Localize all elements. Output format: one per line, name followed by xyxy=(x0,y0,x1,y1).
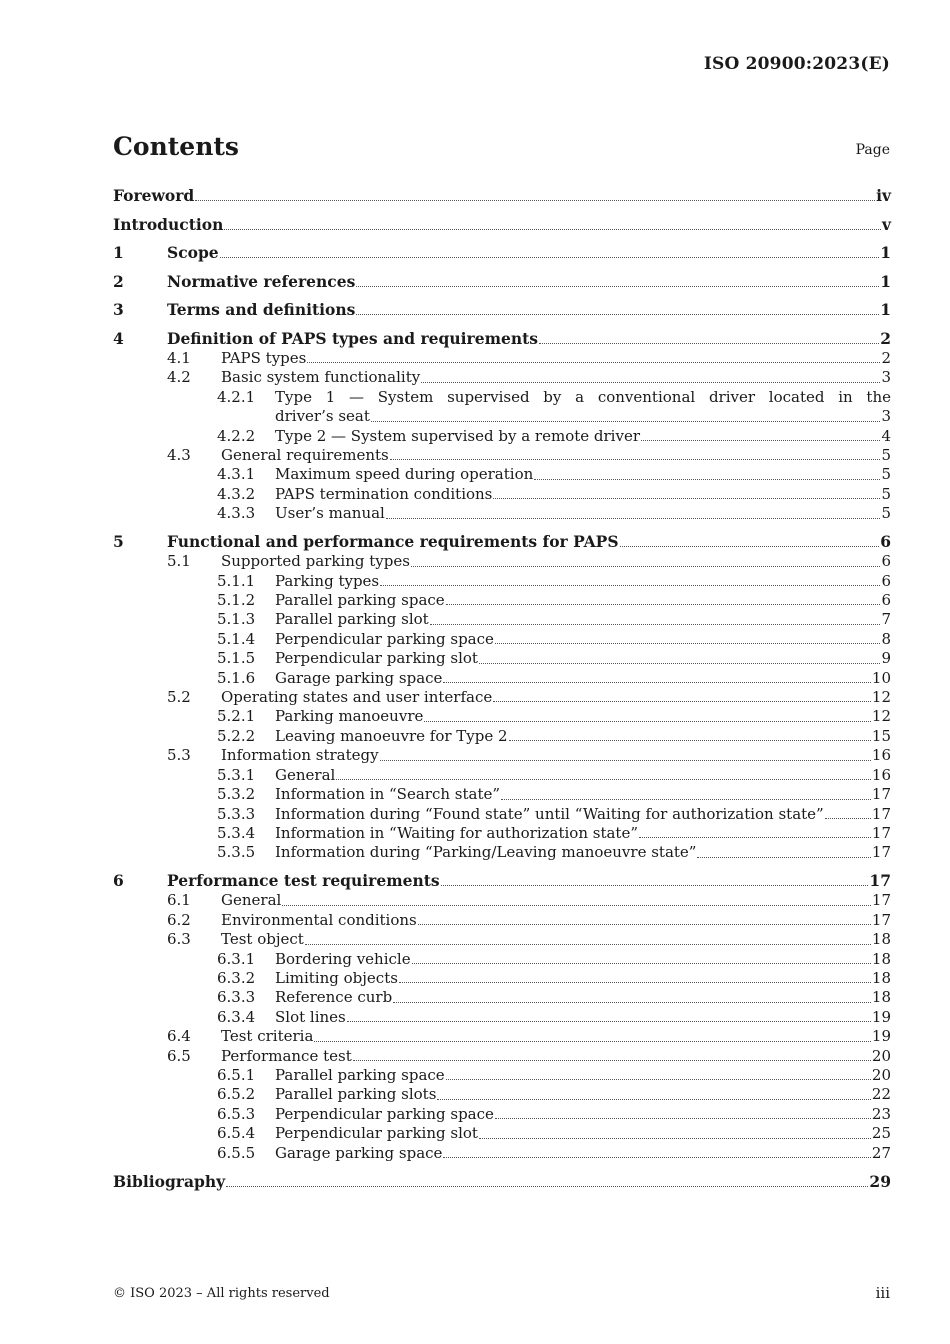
toc-entry-number: 6.3.2 xyxy=(217,968,256,987)
toc-entry[interactable] xyxy=(113,532,891,552)
toc-entry[interactable] xyxy=(113,215,891,235)
dot-leader xyxy=(356,314,879,315)
toc-entry-page: 5 xyxy=(881,446,891,464)
dot-leader xyxy=(493,701,871,702)
toc-entry-title: Limiting objects xyxy=(275,968,398,987)
dot-leader xyxy=(314,1041,871,1042)
dot-leader xyxy=(307,362,880,363)
toc-entry-page: 7 xyxy=(881,610,891,629)
toc-entry[interactable] xyxy=(113,785,891,804)
toc-entry[interactable] xyxy=(113,891,891,910)
toc-entry[interactable] xyxy=(113,871,891,891)
toc-entry-title: Slot lines xyxy=(275,1007,346,1026)
dot-leader xyxy=(224,229,881,230)
toc-entry-number: 4.3.2 xyxy=(217,484,256,503)
dot-leader xyxy=(443,682,870,683)
toc-entry-page: 6 xyxy=(881,571,891,590)
toc-entry-number: 6.4 xyxy=(167,1027,191,1046)
document-id: ISO 20900:2023(E) xyxy=(703,54,890,74)
dot-leader xyxy=(347,1021,871,1022)
toc-entry-page: 20 xyxy=(871,1046,891,1065)
toc-entry-number: 5.3.4 xyxy=(217,823,256,842)
toc-entry[interactable] xyxy=(113,552,891,571)
toc-entry-page: 17 xyxy=(871,891,891,910)
toc-entry-number: 4.3.3 xyxy=(217,504,256,523)
toc-entry-number: 5.1 xyxy=(167,552,191,571)
toc-entry[interactable] xyxy=(113,988,891,1007)
toc-entry-title: Foreword xyxy=(113,186,195,205)
dot-leader xyxy=(495,643,881,644)
dot-leader xyxy=(479,663,881,664)
toc-entry-number: 6.3.1 xyxy=(217,949,256,968)
toc-entry-title: PAPS termination conditions xyxy=(275,484,493,503)
dot-leader xyxy=(380,585,880,586)
toc-entry-title: User’s manual xyxy=(275,504,385,523)
toc-entry-title: Type 2 — System supervised by a remote driver xyxy=(275,426,640,445)
toc-entry-title: Test object xyxy=(221,930,304,949)
toc-entry-number: 6 xyxy=(113,871,124,891)
toc-entry-page: 15 xyxy=(871,726,891,745)
toc-entry-page: 18 xyxy=(871,930,891,949)
toc-entry-number: 5.3.3 xyxy=(217,804,256,823)
toc-entry-title: Basic system functionality xyxy=(221,368,421,387)
toc-entry[interactable] xyxy=(113,707,891,726)
dot-leader xyxy=(390,459,881,460)
toc-entry-number: 5.1.5 xyxy=(217,649,256,668)
dot-leader xyxy=(539,343,879,344)
toc-entry-number: 6.5.2 xyxy=(217,1085,256,1104)
toc-entry-title: Performance test xyxy=(221,1046,352,1065)
toc-entry-title: Functional and performance requirements for PAPS xyxy=(167,532,619,552)
toc-entry-number: 4.1 xyxy=(167,348,191,367)
copyright-notice: © ISO 2023 – All rights reserved xyxy=(113,1286,330,1301)
dot-leader xyxy=(424,721,871,722)
toc-entry[interactable] xyxy=(113,610,891,629)
page-column-label: Page xyxy=(855,142,890,158)
toc-entry-page: 17 xyxy=(871,910,891,929)
toc-entry[interactable] xyxy=(113,930,891,949)
toc-entry-number: 5.2.1 xyxy=(217,707,256,726)
table-of-contents xyxy=(113,186,891,1192)
toc-entry-title: Perpendicular parking slot xyxy=(275,1124,478,1143)
toc-entry-title: PAPS types xyxy=(221,348,307,367)
toc-entry-title: Bordering vehicle xyxy=(275,949,411,968)
toc-entry-page: 25 xyxy=(871,1124,891,1143)
dot-leader xyxy=(534,479,880,480)
toc-entry-title: Maximum speed during operation xyxy=(275,465,534,484)
toc-entry-title: General requirements xyxy=(221,446,389,464)
toc-entry[interactable] xyxy=(113,1172,891,1192)
toc-entry-title: General xyxy=(275,765,336,784)
toc-entry-page: 17 xyxy=(869,871,891,891)
toc-entry-number: 4.3 xyxy=(167,446,191,464)
toc-entry[interactable] xyxy=(113,504,891,523)
toc-entry[interactable] xyxy=(113,1124,891,1143)
toc-entry-number: 6.3.4 xyxy=(217,1007,256,1026)
dot-leader xyxy=(443,1157,870,1158)
toc-entry-number: 6.3 xyxy=(167,930,191,949)
toc-entry[interactable] xyxy=(113,649,891,668)
toc-entry-page: 17 xyxy=(871,785,891,804)
toc-entry-number: 6.2 xyxy=(167,910,191,929)
toc-entry-number: 5.2 xyxy=(167,688,191,707)
dot-leader xyxy=(418,924,871,925)
toc-entry[interactable] xyxy=(113,950,891,969)
toc-entry-title: Information in “Waiting for authorization state” xyxy=(275,823,638,842)
dot-leader xyxy=(371,421,881,422)
dot-leader xyxy=(479,1138,871,1139)
toc-entry[interactable] xyxy=(113,669,891,688)
toc-entry-page: 18 xyxy=(871,988,891,1007)
toc-entry-page: 27 xyxy=(871,1143,891,1162)
toc-entry-continuation[interactable] xyxy=(113,407,891,426)
contents-heading: Contents xyxy=(113,132,240,161)
toc-entry-number: 5.3.1 xyxy=(217,765,256,784)
toc-entry-title: Perpendicular parking space xyxy=(275,629,494,648)
toc-entry[interactable] xyxy=(113,446,891,465)
dot-leader xyxy=(353,1060,871,1061)
toc-entry-title: Type 1 — System supervised by a conventional driver located in the xyxy=(275,387,891,406)
dot-leader xyxy=(825,818,871,819)
dot-leader xyxy=(399,982,871,983)
toc-entry[interactable] xyxy=(113,349,891,368)
dot-leader xyxy=(356,286,879,287)
toc-entry[interactable] xyxy=(113,243,891,263)
toc-entry-page: 10 xyxy=(871,668,891,687)
toc-entry[interactable] xyxy=(113,911,891,930)
toc-entry[interactable] xyxy=(113,572,891,591)
toc-entry[interactable] xyxy=(113,843,891,862)
toc-entry[interactable] xyxy=(113,805,891,824)
toc-entry-number: 6.5.5 xyxy=(217,1143,256,1162)
dot-leader xyxy=(441,885,869,886)
toc-entry-page: iv xyxy=(876,186,891,205)
toc-entry-title: Scope xyxy=(167,243,219,263)
toc-entry-page: 18 xyxy=(871,949,891,968)
toc-entry[interactable] xyxy=(113,727,891,746)
toc-entry-title: Bibliography xyxy=(113,1171,226,1191)
toc-entry-page: 8 xyxy=(881,629,891,648)
toc-entry-page: 6 xyxy=(881,591,891,610)
toc-entry-page: 1 xyxy=(880,271,891,291)
toc-entry-title: Parallel parking slot xyxy=(275,610,429,629)
dot-leader xyxy=(220,257,880,258)
toc-entry-title: Parking manoeuvre xyxy=(275,707,424,726)
toc-entry-page: 20 xyxy=(871,1065,891,1084)
dot-leader xyxy=(421,382,880,383)
toc-entry-title: Parallel parking space xyxy=(275,1065,445,1084)
dot-leader xyxy=(380,760,871,761)
toc-entry-page: 22 xyxy=(871,1085,891,1104)
dot-leader xyxy=(446,1079,871,1080)
toc-entry-title: Parallel parking slots xyxy=(275,1085,437,1104)
toc-entry-number: 6.5.1 xyxy=(217,1065,256,1084)
toc-entry-title: Definition of PAPS types and requirements xyxy=(167,328,538,348)
toc-entry-title: Information strategy xyxy=(221,746,379,765)
toc-entry[interactable] xyxy=(113,591,891,610)
toc-entry-number: 4.2 xyxy=(167,368,191,387)
toc-entry[interactable] xyxy=(113,746,891,765)
toc-entry[interactable] xyxy=(113,272,891,292)
toc-entry-number: 5.1.6 xyxy=(217,668,256,687)
toc-entry-number: 4 xyxy=(113,328,124,348)
toc-entry-title: Parallel parking space xyxy=(275,591,445,610)
toc-entry-page: 19 xyxy=(871,1007,891,1026)
toc-entry-number: 6.1 xyxy=(167,891,191,910)
toc-entry-page: 12 xyxy=(871,688,891,707)
dot-leader xyxy=(495,1118,871,1119)
toc-entry-page: 5 xyxy=(881,504,891,523)
toc-entry-page: 19 xyxy=(871,1027,891,1046)
toc-entry-title: Perpendicular parking slot xyxy=(275,649,478,668)
toc-entry[interactable] xyxy=(113,329,891,349)
dot-leader xyxy=(336,779,871,780)
dot-leader xyxy=(430,624,881,625)
toc-entry-number: 5.1.1 xyxy=(217,571,256,590)
toc-entry[interactable] xyxy=(113,388,891,407)
toc-entry-number: 5.3.5 xyxy=(217,843,256,862)
toc-entry-number: 2 xyxy=(113,271,124,291)
toc-entry[interactable] xyxy=(113,1144,891,1163)
toc-entry-page: 1 xyxy=(880,243,891,263)
toc-entry[interactable] xyxy=(113,368,891,387)
toc-entry[interactable] xyxy=(113,485,891,504)
dot-leader xyxy=(386,518,881,519)
toc-entry-page: 2 xyxy=(880,328,891,348)
dot-leader xyxy=(620,546,880,547)
dot-leader xyxy=(305,944,871,945)
toc-entry-page: 17 xyxy=(871,843,891,862)
toc-entry-title: Reference curb xyxy=(275,988,393,1007)
toc-entry-page: 5 xyxy=(881,465,891,484)
toc-entry-page: 12 xyxy=(871,707,891,726)
toc-entry[interactable] xyxy=(113,688,891,707)
dot-leader xyxy=(282,905,871,906)
toc-entry-number: 6.5.4 xyxy=(217,1124,256,1143)
toc-entry-page: 16 xyxy=(871,765,891,784)
toc-entry-title: Leaving manoeuvre for Type 2 xyxy=(275,726,508,745)
toc-entry[interactable] xyxy=(113,969,891,988)
toc-entry-page: 3 xyxy=(881,368,891,387)
toc-entry-page: 2 xyxy=(881,348,891,367)
toc-entry-title: Supported parking types xyxy=(221,552,410,571)
dot-leader xyxy=(639,837,871,838)
toc-entry-number: 3 xyxy=(113,300,124,320)
toc-entry[interactable] xyxy=(113,186,891,206)
dot-leader xyxy=(393,1002,871,1003)
toc-entry-page: 6 xyxy=(880,532,891,552)
dot-leader xyxy=(446,604,881,605)
toc-entry-page: 4 xyxy=(881,426,891,445)
toc-entry-page: 29 xyxy=(869,1171,891,1191)
toc-entry[interactable] xyxy=(113,1008,891,1027)
toc-entry-number: 6.5 xyxy=(167,1046,191,1065)
toc-entry-number: 5.1.3 xyxy=(217,610,256,629)
dot-leader xyxy=(195,200,875,201)
toc-entry-title: Terms and definitions xyxy=(167,300,356,320)
toc-entry-title: Operating states and user interface xyxy=(221,688,493,707)
toc-entry[interactable] xyxy=(113,1027,891,1046)
toc-entry-page: 3 xyxy=(881,407,891,426)
dot-leader xyxy=(501,799,871,800)
toc-entry-title: Normative references xyxy=(167,271,356,291)
toc-entry-number: 5.1.4 xyxy=(217,629,256,648)
toc-entry-number: 5.1.2 xyxy=(217,591,256,610)
toc-entry-number: 4.2.2 xyxy=(217,426,256,445)
toc-entry-title: Information in “Search state” xyxy=(275,785,501,804)
toc-entry-title-continued: driver’s seat xyxy=(275,407,370,426)
dot-leader xyxy=(641,440,880,441)
toc-entry[interactable] xyxy=(113,465,891,484)
toc-entry-title: Information during “Parking/Leaving manoeuvre state” xyxy=(275,843,697,862)
toc-entry-title: Test criteria xyxy=(221,1027,314,1046)
toc-entry-number: 5 xyxy=(113,532,124,552)
dot-leader xyxy=(697,857,870,858)
toc-entry-page: 17 xyxy=(871,804,891,823)
toc-entry-number: 5.3 xyxy=(167,746,191,765)
toc-entry-title: General xyxy=(221,891,282,910)
toc-entry-title: Perpendicular parking space xyxy=(275,1104,494,1123)
toc-entry-number: 6.3.3 xyxy=(217,988,256,1007)
toc-entry-title: Introduction xyxy=(113,214,224,234)
toc-entry-title: Garage parking space xyxy=(275,668,443,687)
toc-entry[interactable] xyxy=(113,1085,891,1104)
toc-entry-number: 5.3.2 xyxy=(217,785,256,804)
toc-entry-title: Information during “Found state” until “Waiting for authorization state” xyxy=(275,804,824,823)
toc-entry[interactable] xyxy=(113,766,891,785)
toc-entry[interactable] xyxy=(113,300,891,320)
toc-entry[interactable] xyxy=(113,1066,891,1085)
page-number: iii xyxy=(875,1284,890,1302)
dot-leader xyxy=(411,566,881,567)
toc-entry-number: 4.2.1 xyxy=(217,387,256,406)
toc-entry-title: Parking types xyxy=(275,571,380,590)
toc-entry-title: Garage parking space xyxy=(275,1143,443,1162)
toc-entry[interactable] xyxy=(113,824,891,843)
toc-entry-page: v xyxy=(881,214,891,234)
toc-entry-page: 1 xyxy=(880,300,891,320)
toc-entry-page: 18 xyxy=(871,968,891,987)
toc-entry-number: 4.3.1 xyxy=(217,465,256,484)
toc-entry[interactable] xyxy=(113,1047,891,1066)
toc-entry-title: Performance test requirements xyxy=(167,871,440,891)
toc-entry-page: 5 xyxy=(881,484,891,503)
toc-entry-page: 23 xyxy=(871,1104,891,1123)
toc-entry-page: 17 xyxy=(871,823,891,842)
dot-leader xyxy=(437,1099,871,1100)
dot-leader xyxy=(493,498,880,499)
toc-entry-page: 16 xyxy=(871,746,891,765)
toc-entry-number: 5.2.2 xyxy=(217,726,256,745)
toc-entry-page: 9 xyxy=(881,649,891,668)
toc-entry-title: Environmental conditions xyxy=(221,910,417,929)
toc-entry-number: 1 xyxy=(113,243,124,263)
dot-leader xyxy=(226,1186,868,1187)
toc-entry[interactable] xyxy=(113,427,891,446)
dot-leader xyxy=(412,963,871,964)
toc-entry[interactable] xyxy=(113,630,891,649)
toc-entry[interactable] xyxy=(113,1105,891,1124)
toc-entry-number: 6.5.3 xyxy=(217,1104,256,1123)
dot-leader xyxy=(509,740,871,741)
toc-entry-page: 6 xyxy=(881,552,891,571)
